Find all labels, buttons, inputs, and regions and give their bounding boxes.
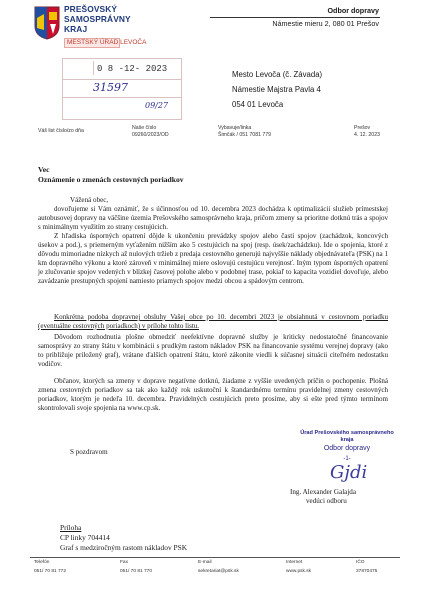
coat-of-arms-icon [34, 6, 60, 40]
closing: S pozdravom [70, 448, 108, 456]
signature-stamp-dept: Odbor dopravy [323, 445, 371, 452]
registration-suffix: 09/27 [145, 101, 169, 110]
subject-title: Oznámenie o zmenách cestovných poriadkov [38, 175, 184, 184]
meta-date: 4. 12. 2023 [354, 132, 380, 138]
paragraph-3: Konkrétna podoba dopravnej obsluhy Vašej obce po 10. decembri 2023 je obsiahnutá v cestovnom poriadku (eventuálne cestovných poriadkoch) v prílohe tohto listu. [38, 313, 388, 330]
recipient-line1: Mesto Levoča (č. Závada) [232, 70, 323, 79]
footer-phone: 051/ 70 81 772 [34, 569, 67, 574]
registration-stamp [62, 58, 182, 120]
paragraph-2: Z hľadiska úsporných opatrení dôjde k ukončeniu prevádzky spojov alebo častí spojov (zachádzok, koncových úsekov a pod.), s priemerným vyťažením nižším ako 5 cestujúcich na spoj (resp. úsek/zachádzku). Ide o spojenia, ktoré z dôvodu mimoriadne nízkych až nulových tržieb z predaja cestovného generujú najvyššie náklady objednávateľa (PSK) na 1 km dopravného výkonu a ktoré zároveň v minimálnej miere oslovujú cestujúcu verejnosť. Iným typom úsporných opatrení je zlučovanie spojov vedených v blízkej časovej polohe alebo v podobnej trase, pokiaľ to kapacita vozidiel dovoľuje, alebo zavádzanie prestupných spojení namiesto priamych spojov medzi obcou a spádovým centrom. [38, 232, 388, 285]
paragraph-4: Dôvodom rozhodnutia plošne obmedziť neefektívne dopravné služby je kriticky nedostatočné financovanie samosprávy zo strany štátu v kombinácii s prudkým rastom nákladov PSK na financovanie systému verejnej dopravy (ako to približuje priložený graf), vrátane ďalších opatrení štátu, ktoré zákonite viedli k súčasnej situácii citeľném nedostatku vodičov. [38, 333, 388, 368]
footer-ico: 37870475 [356, 569, 378, 574]
department-address: Námestie mieru 2, 080 01 Prešov [272, 19, 379, 28]
attachment-item-1: CP linky 704414 [60, 533, 110, 542]
paragraph-5: Občanov, ktorých sa zmeny v doprave negatívne dotknú, žiadame z vyššie uvedených príčin o pochopenie. Plošná zmena cestovných poriadkov sa tak ako každý rok uskutoční k štandardnému termínu pravidelnej zmeny cestovných poriadkov, ktorým je nedeľa 10. decembra. Pravidelných cestujúcich preto prosíme, aby si ešte pred týmto termínom skontrolovali svoje spojenia na www.cp.sk. [38, 377, 388, 412]
meta-handled-by: Šimčák / 051 7081 779 [218, 132, 272, 138]
received-date: 0 8 -12- 2023 [97, 64, 168, 74]
signer-role: vedúci odboru [306, 497, 347, 505]
footer-email-label: E-mail [198, 560, 212, 565]
footer-divider [30, 557, 400, 558]
footer-web-label: Internet [286, 560, 303, 565]
meta-our-number: 09260/2023/OD [132, 132, 169, 138]
meta-place: Prešov [354, 125, 371, 131]
header-divider [210, 17, 380, 18]
recipient-line2: Námestie Majstra Pavla 4 [232, 85, 321, 94]
signer-name: Ing. Alexander Galajda [290, 488, 356, 496]
recipient-line3: 054 01 Levoča [232, 100, 284, 109]
footer-web: www.psk.sk [286, 569, 312, 574]
department-name: Odbor dopravy [327, 6, 379, 15]
meta-handled-by-label: Vybavuje/linka [218, 125, 252, 131]
footer-fax: 051/ 70 81 770 [120, 569, 153, 574]
meta-our-number-label: Naše číslo [132, 125, 157, 131]
signature-scribble: Gjdi [330, 462, 368, 483]
meta-your-letter-label: Váš list číslo/zo dňa [38, 128, 84, 134]
org-name-line2: SAMOSPRÁVNY [64, 14, 131, 24]
footer-phone-label: Telefón [34, 560, 50, 565]
paragraph-1: dovoľujeme si Vám oznámiť, že s účinnosťou od 10. decembra 2023 dochádza k optimalizácii služieb prímestskej autobusovej dopravy na väčšine územia Prešovského samosprávneho kraja, pričom zmeny sa prioritne dotknú trás a spojov s minimálnym využitím zo strany cestujúcich. [38, 205, 388, 231]
registration-number: 31597 [93, 81, 128, 94]
received-stamp-header: MESTSKÝ ÚRAD LEVOČA [64, 38, 120, 48]
org-name-line3: KRAJ [64, 24, 88, 34]
signature-stamp-org: Úrad Prešovského samosprávneho kraja [300, 430, 394, 443]
salutation: Vážená obec, [70, 196, 109, 204]
footer-ico-label: IČO [356, 560, 365, 565]
attachments-label: Príloha [60, 523, 82, 532]
org-name-line1: PREŠOVSKÝ [64, 4, 118, 14]
signature-stamp-number: -1- [343, 456, 351, 462]
footer-fax-label: Fax [120, 560, 128, 565]
stamp-cell [65, 61, 94, 75]
subject-label: Vec [38, 165, 50, 174]
footer-email: sekretariat@psk.sk [198, 569, 239, 574]
attachment-item-2: Graf s medziročným rastom nákladov PSK [60, 543, 188, 552]
